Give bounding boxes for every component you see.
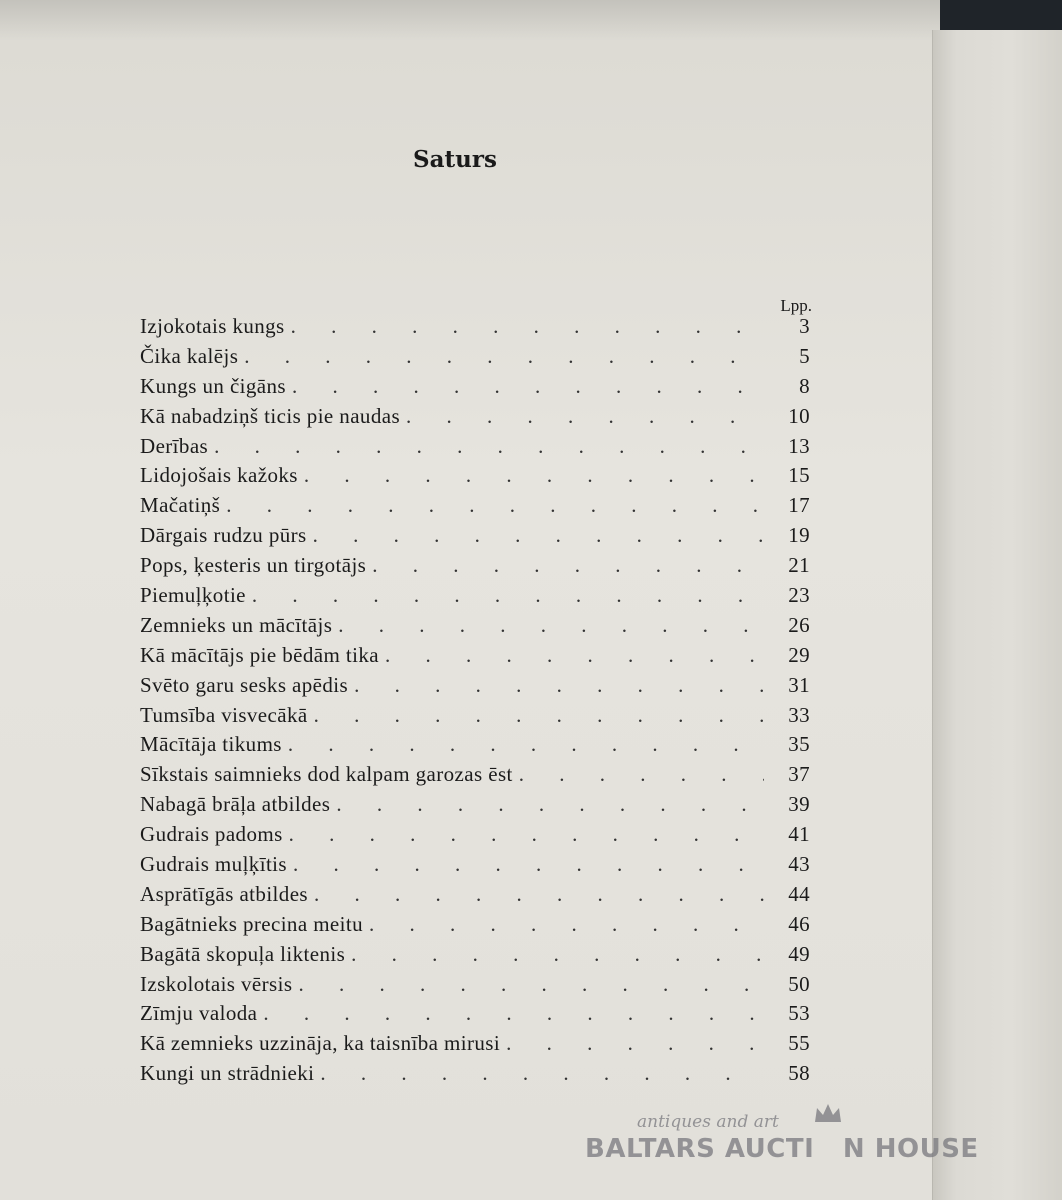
dot-leader <box>252 583 764 608</box>
toc-entry-page: 50 <box>788 971 810 996</box>
toc-entry-page: 29 <box>788 642 810 667</box>
toc-entry-page: 3 <box>799 314 810 338</box>
toc-entry-title: Bagātā skopuļa liktenis <box>140 941 346 966</box>
toc-entry <box>140 374 810 404</box>
toc-entry-title: Bagātnieks precina meitu <box>140 911 364 936</box>
toc-entry-page: 41 <box>788 822 810 847</box>
dot-leader <box>226 493 764 518</box>
toc-entry-title: Lidojošais kažoks <box>140 463 298 488</box>
dot-leader <box>406 404 764 429</box>
page-shadow <box>0 0 940 40</box>
toc-entry-page: 43 <box>788 852 810 877</box>
dot-leader <box>314 703 764 728</box>
toc-entry-page: 8 <box>799 373 810 398</box>
toc-entry-page: 37 <box>788 762 810 787</box>
toc-entry <box>140 434 810 464</box>
toc-entry-page: 19 <box>788 523 810 548</box>
toc-entry-title: Zemnieks un mācītājs <box>140 612 333 637</box>
toc-entry <box>140 882 810 912</box>
toc-entry <box>140 852 810 882</box>
toc-entry-title: Derības <box>140 433 209 458</box>
toc-entry-page: 21 <box>788 553 810 578</box>
next-page-edge <box>932 30 1062 1200</box>
toc-entry-title: Svēto garu sesks apēdis <box>140 672 349 697</box>
toc-entry-page: 58 <box>788 1061 810 1086</box>
toc-entry-page: 55 <box>788 1031 810 1056</box>
toc-entry <box>140 732 810 762</box>
toc-entry-page: 44 <box>788 881 810 906</box>
toc-entry <box>140 493 810 523</box>
dot-leader <box>320 1061 764 1086</box>
dot-leader <box>214 434 764 459</box>
toc-entry-title: Mačatiņš <box>140 493 221 518</box>
toc-entry-page: 33 <box>788 702 810 727</box>
dot-leader <box>289 822 764 847</box>
toc-entry-page: 5 <box>799 343 810 368</box>
toc-entry <box>140 792 810 822</box>
toc-entry-title: Kā mācītājs pie bēdām tika <box>140 642 379 667</box>
toc-entry <box>140 463 810 493</box>
toc-entry-title: Pops, ķesteris un tirgotājs <box>140 553 367 578</box>
table-of-contents <box>140 314 810 1091</box>
watermark-tagline: antiques and art <box>637 1112 779 1132</box>
dot-leader <box>506 1031 764 1056</box>
toc-entry-page: 31 <box>788 672 810 697</box>
toc-entry-title: Zīmju valoda <box>140 1001 258 1026</box>
dot-leader <box>372 553 764 578</box>
toc-entry <box>140 553 810 583</box>
dot-leader <box>293 852 764 877</box>
toc-entry <box>140 1031 810 1061</box>
page-heading: Saturs <box>413 146 497 173</box>
toc-entry <box>140 583 810 613</box>
dot-leader <box>338 613 764 638</box>
toc-entry-title: Kungs un čigāns <box>140 373 286 398</box>
toc-entry-page: 46 <box>788 911 810 936</box>
crown-icon <box>813 1102 843 1124</box>
dot-leader <box>304 463 764 488</box>
toc-entry <box>140 643 810 673</box>
toc-entry-title: Kā zemnieks uzzināja, ka taisnība mirusi <box>140 1031 501 1056</box>
toc-entry-page: 10 <box>788 403 810 428</box>
watermark-name: BALTARS AUCTI N HOUSE <box>585 1134 979 1164</box>
toc-entry-page: 39 <box>788 792 810 817</box>
toc-entry-page: 17 <box>788 493 810 518</box>
dot-leader <box>298 972 764 997</box>
toc-entry-title: Sīkstais saimnieks dod kalpam garozas ēst <box>140 762 513 787</box>
toc-entry <box>140 1061 810 1091</box>
dot-leader <box>263 1001 764 1026</box>
toc-entry <box>140 314 810 344</box>
toc-entry-title: Izjokotais kungs <box>140 314 285 338</box>
dot-leader <box>291 314 764 339</box>
dot-leader <box>336 792 764 817</box>
toc-entry-page: 26 <box>788 612 810 637</box>
toc-entry-title: Piemuļķotie <box>140 583 246 608</box>
toc-entry <box>140 703 810 733</box>
dot-leader <box>369 912 764 937</box>
toc-entry <box>140 1001 810 1031</box>
dot-leader <box>288 732 764 757</box>
toc-entry-title: Gudrais muļķītis <box>140 852 287 877</box>
toc-entry-page: 49 <box>788 941 810 966</box>
toc-entry-page: 35 <box>788 732 810 757</box>
toc-entry-title: Asprātīgās atbildes <box>140 881 308 906</box>
toc-entry-title: Dārgais rudzu pūrs <box>140 523 307 548</box>
toc-entry-title: Mācītāja tikums <box>140 732 282 757</box>
page-column-label: Lpp. <box>780 296 812 315</box>
dot-leader <box>292 374 764 399</box>
toc-entry-page: 23 <box>788 583 810 608</box>
toc-entry-title: Gudrais padoms <box>140 822 283 847</box>
toc-entry-title: Izskolotais vērsis <box>140 971 293 996</box>
toc-entry <box>140 404 810 434</box>
toc-entry-title: Tumsība visvecākā <box>140 702 308 727</box>
toc-entry-title: Čika kalējs <box>140 343 239 368</box>
toc-entry-page: 13 <box>788 433 810 458</box>
toc-entry <box>140 912 810 942</box>
toc-entry <box>140 523 810 553</box>
dot-leader <box>351 942 764 967</box>
dot-leader <box>519 762 764 787</box>
toc-entry-title: Kungi un strādnieki <box>140 1061 315 1086</box>
toc-entry-page: 53 <box>788 1001 810 1026</box>
toc-entry <box>140 762 810 792</box>
toc-entry-page: 15 <box>788 463 810 488</box>
dot-leader <box>314 882 764 907</box>
dot-leader <box>385 643 764 668</box>
dot-leader <box>313 523 764 548</box>
dot-leader <box>244 344 764 369</box>
toc-entry <box>140 613 810 643</box>
toc-entry <box>140 942 810 972</box>
toc-entry <box>140 972 810 1002</box>
toc-entry <box>140 344 810 374</box>
toc-entry-title: Kā nabadziņš ticis pie naudas <box>140 403 401 428</box>
dot-leader <box>354 673 764 698</box>
toc-entry-title: Nabagā brāļa atbildes <box>140 792 331 817</box>
toc-entry <box>140 673 810 703</box>
toc-entry <box>140 822 810 852</box>
